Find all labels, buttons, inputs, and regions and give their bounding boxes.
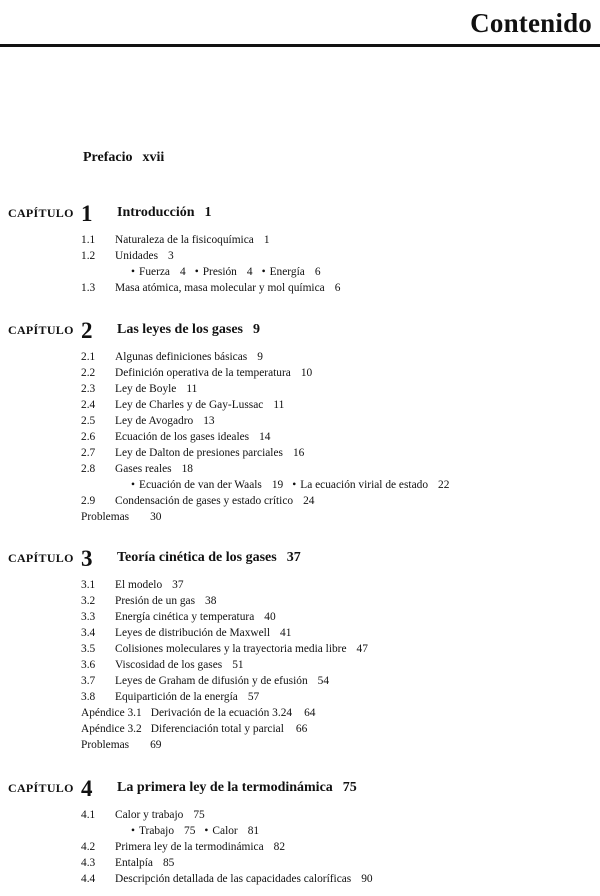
toc-section-entry[interactable] [8,445,598,461]
chapter-1 [8,199,598,296]
chapter-4 [8,774,598,887]
section-title: Presión de un gas [115,595,196,607]
bullet-icon: • [204,825,209,837]
toc-section-entry[interactable] [8,381,598,397]
section-title: Viscosidad de los gases [115,659,223,671]
chapter-title-text: Introducción [117,205,195,220]
subtopic-page: 4 [246,266,253,278]
section-title: Colisiones moleculares y la trayectoria media libre [115,643,347,655]
extra-title: Derivación de la ecuación 3.24 [150,707,293,719]
section-number: 4.2 [81,841,96,853]
section-number: 4.1 [81,809,96,821]
chapter-2 [8,316,598,525]
chapter-heading[interactable] [8,316,598,342]
section-page: 85 [162,857,175,869]
section-page: 1 [263,234,270,246]
extra-label: Apéndice 3.1 [81,707,142,719]
toc-section-entry[interactable] [8,461,598,477]
extra-label: Apéndice 3.2 [81,723,142,735]
toc-subtopic[interactable] [204,825,259,837]
section-number: 3.3 [81,611,96,623]
toc-subtopics-line [8,477,598,493]
section-title: Masa atómica, masa molecular y mol química [115,282,325,294]
section-number: 2.9 [81,495,96,507]
toc-section-entry[interactable] [8,641,598,657]
bullet-icon: • [292,479,297,491]
section-page: 11 [273,399,285,411]
subtopic-page: 19 [271,479,284,491]
section-title: Unidades [115,250,159,262]
subtopic-title: Ecuación de van der Waals [139,479,262,491]
section-number: 2.7 [81,447,96,459]
bullet-icon: • [131,479,135,491]
chapter-page: 75 [342,780,357,795]
section-page: 14 [259,431,271,443]
section-number: 3.6 [81,659,96,671]
section-number: 3.4 [81,627,96,639]
bullet-icon: • [194,266,199,278]
subtopic-page: 6 [314,266,321,278]
chapter-heading[interactable] [8,544,598,570]
section-number: 4.4 [81,873,96,885]
toc-section-entry[interactable] [8,397,598,413]
section-page: 41 [280,627,292,639]
section-number: 2.1 [81,351,96,363]
section-page: 82 [273,841,286,853]
toc-subtopics-line [8,264,598,280]
extra-page: 64 [304,707,316,719]
toc-section-entry[interactable] [8,577,598,593]
section-page: 24 [303,495,315,507]
section-number: 1.1 [81,234,96,246]
subtopic-page: 75 [184,825,196,837]
section-number: 2.2 [81,367,96,379]
section-title: Primera ley de la termodinámica [115,841,264,853]
chapter-number: 2 [81,318,93,343]
section-title: Leyes de Graham de difusión y de efusión [115,675,308,687]
section-number: 3.5 [81,643,96,655]
section-page: 90 [361,873,373,885]
section-number: 2.3 [81,383,96,395]
section-page: 18 [181,463,193,475]
toc-section-entry[interactable] [8,807,598,823]
toc-section-entry[interactable] [8,657,598,673]
chapter-3 [8,544,598,753]
extra-page: 69 [150,739,162,751]
toc-subtopic[interactable] [195,266,253,278]
chapter-word: CAPÍTULO [8,323,74,337]
toc-section-entry[interactable] [8,349,598,365]
preface-page: xvii [142,150,165,165]
section-page: 38 [205,595,217,607]
chapter-word: CAPÍTULO [8,551,74,565]
section-title: Naturaleza de la fisicoquímica [115,234,254,246]
preface-label: Prefacio [83,150,133,165]
section-title: Ley de Avogadro [115,415,194,427]
section-number: 2.4 [81,399,96,411]
subtopic-title: La ecuación virial de estado [300,479,429,491]
section-title: Algunas definiciones básicas [115,351,248,363]
section-page: 37 [172,579,184,591]
toc-section-entry[interactable] [8,429,598,445]
chapter-title-text: Las leyes de los gases [117,322,243,337]
toc-subtopic[interactable] [292,479,449,491]
section-page: 6 [334,282,341,294]
toc-subtopics-line [8,823,598,839]
subtopic-page: 81 [247,825,260,837]
toc-section-entry[interactable] [8,593,598,609]
page-title: Contenido [470,8,592,38]
bullet-icon: • [131,825,135,837]
section-title: Condensación de gases y estado crítico [115,495,294,507]
section-number: 3.8 [81,691,96,703]
chapter-title [117,322,260,338]
chapter-number: 1 [81,201,93,226]
section-title: Definición operativa de la temperatura [115,367,291,379]
toc-extra-entry[interactable] [8,737,598,753]
section-number: 2.6 [81,431,96,443]
header-rule [0,44,600,47]
chapter-heading[interactable] [8,199,598,225]
section-title: El modelo [115,579,163,591]
section-title: Calor y trabajo [115,809,184,821]
section-number: 2.5 [81,415,96,427]
section-title: Ecuación de los gases ideales [115,431,250,443]
section-page: 54 [317,675,330,687]
toc-section-entry[interactable] [8,609,598,625]
chapter-title-text: La primera ley de la termodinámica [117,780,333,795]
toc-section-entry[interactable] [8,855,598,871]
chapter-page: 37 [286,550,301,565]
section-title: Entalpía [115,857,153,869]
preface-entry[interactable] [83,150,164,166]
toc-section-entry[interactable] [8,673,598,689]
section-page: 75 [193,809,205,821]
chapter-number: 3 [81,546,93,571]
chapter-entries [8,577,598,753]
section-title: Equipartición de la energía [115,691,238,703]
section-title: Energía cinética y temperatura [115,611,255,623]
toc-section-entry[interactable] [8,839,598,855]
toc-section-entry[interactable] [8,871,598,887]
section-number: 2.8 [81,463,96,475]
chapter-number: 4 [81,776,93,801]
section-page: 51 [232,659,244,671]
toc-section-entry[interactable] [8,625,598,641]
toc-subtopic[interactable] [262,266,321,278]
subtopic-title: Calor [212,825,238,837]
section-number: 3.1 [81,579,96,591]
section-title: Ley de Charles y de Gay-Lussac [115,399,264,411]
section-page: 11 [186,383,198,395]
section-page: 57 [247,691,260,703]
toc-section-entry[interactable] [8,248,598,264]
section-page: 3 [168,250,174,262]
extra-label: Problemas [81,511,130,523]
subtopic-title: Energía [269,266,305,278]
toc-section-entry[interactable] [8,413,598,429]
subtopic-title: Presión [202,266,237,278]
section-title: Descripción detallada de las capacidades caloríficas [115,873,352,885]
section-number: 4.3 [81,857,96,869]
toc-section-entry[interactable] [8,689,598,705]
extra-page: 30 [150,511,162,523]
subtopic-title: Trabajo [139,825,175,837]
section-title: Leyes de distribución de Maxwell [115,627,270,639]
extra-page: 66 [295,723,308,735]
chapter-page: 1 [204,205,212,220]
toc-section-entry[interactable] [8,493,598,509]
section-page: 9 [257,351,263,363]
section-title: Gases reales [115,463,172,475]
bullet-icon: • [131,266,135,278]
toc-subtopic[interactable] [131,479,283,491]
subtopic-title: Fuerza [139,266,170,278]
section-page: 13 [203,415,215,427]
toc-extra-entry[interactable] [8,509,598,525]
chapter-title [117,205,212,221]
chapter-entries [8,349,598,525]
chapter-word: CAPÍTULO [8,781,74,795]
subtopic-page: 22 [438,479,450,491]
section-number: 3.2 [81,595,96,607]
toc-extra-entry[interactable] [8,705,598,721]
section-page: 40 [264,611,276,623]
extra-title: Diferenciación total y parcial [150,723,284,735]
chapter-entries [8,232,598,296]
chapter-heading[interactable] [8,774,598,800]
subtopic-page: 4 [180,266,186,278]
extra-label: Problemas [81,739,130,751]
bullet-icon: • [261,266,266,278]
toc-subtopic[interactable] [131,266,186,278]
toc-section-entry[interactable] [8,365,598,381]
toc-extra-entry[interactable] [8,721,598,737]
chapter-title [117,780,357,796]
section-page: 47 [356,643,368,655]
toc-subtopic[interactable] [131,825,195,837]
section-page: 16 [292,447,305,459]
section-number: 1.2 [81,250,96,262]
chapter-title-text: Teoría cinética de los gases [117,550,277,565]
section-number: 3.7 [81,675,96,687]
chapter-word: CAPÍTULO [8,206,74,220]
section-title: Ley de Dalton de presiones parciales [115,447,283,459]
section-number: 1.3 [81,282,96,294]
toc-section-entry[interactable] [8,232,598,248]
chapter-title [117,550,301,566]
section-title: Ley de Boyle [115,383,177,395]
section-page: 10 [300,367,313,379]
chapter-entries [8,807,598,887]
toc-section-entry[interactable] [8,280,598,296]
chapter-page: 9 [253,322,260,337]
